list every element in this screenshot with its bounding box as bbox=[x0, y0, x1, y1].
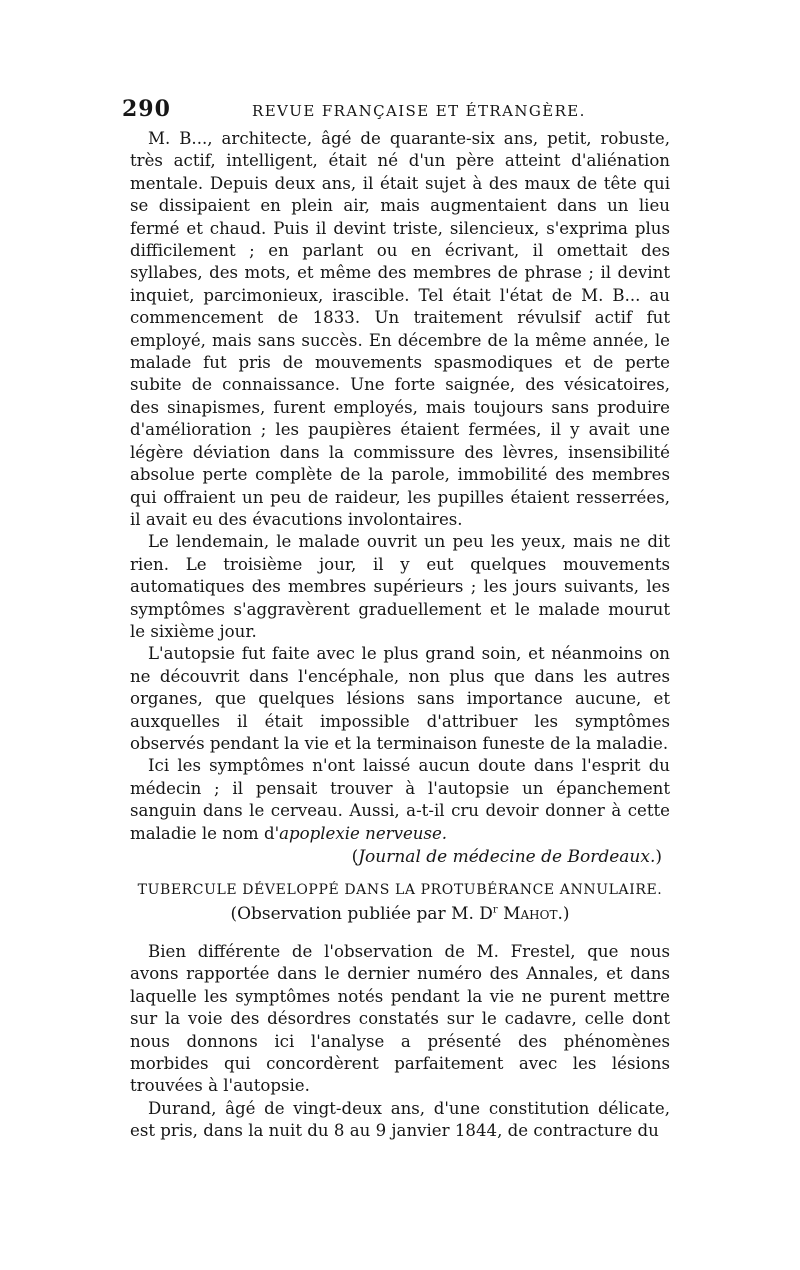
case1-paragraph-3: L'autopsie fut faite avec le plus grand soin, et néanmoins on ne découvrit dans l'encéphale, non plus que dans les autres organes, que quelques lésions sans importance aucune, et auxquelles il était impossible d'attribuer les symptômes observés pendant la vie et la terminaison funeste de la maladie. bbox=[130, 644, 670, 753]
case2-paragraph-2: Durand, âgé de vingt-deux ans, d'une constitution délicate, est pris, dans la nuit du 8 au 9 janvier 1844, de contracture du bbox=[130, 1098, 670, 1141]
case1-paragraph-2: Le lendemain, le malade ouvrit un peu les yeux, mais ne dit rien. Le troisième jour, il y eut quelques mouvements automatiques des membres supérieurs ; les jours suivants, les symptômes s'aggravèrent graduellement et le malade mourut le sixième jour. bbox=[130, 532, 670, 641]
page-number: 290 bbox=[122, 96, 171, 122]
running-head bbox=[122, 96, 670, 126]
case1-paragraph-4 bbox=[130, 755, 670, 845]
subtitle-suffix: .) bbox=[557, 904, 570, 924]
case2-paragraph-1: Bien différente de l'observation de M. Frestel, que nous avons rapportée dans le dernier numéro des Annales, et dans laquelle les symptômes notés pendant la vie ne purent mettre sur la voie des désordres constatés sur le cadavre, celle dont nous donnons ici l'analyse a présenté des phénomènes morbides qui concordèrent parfaitement avec les lésions trouvées à l'autopsie. bbox=[130, 942, 670, 1096]
case1-diagnosis-term: apoplexie nerveuse. bbox=[279, 823, 448, 843]
source-citation bbox=[130, 845, 670, 869]
source-journal: Journal de médecine de Bordeaux. bbox=[358, 847, 656, 867]
case1-paragraph-4-text: Ici les symptômes n'ont laissé aucun doute dans l'esprit du médecin ; il pensait trouver à l'autopsie un épanchement sanguin dans le cerveau. Aussi, a-t-il cru devoir donner à cette maladie le nom d' bbox=[130, 756, 670, 843]
section-subtitle bbox=[130, 901, 670, 927]
section-title: TUBERCULE DÉVELOPPÉ DANS LA PROTUBÉRANCE ANNULAIRE. bbox=[137, 882, 663, 898]
book-page bbox=[122, 96, 670, 1143]
subtitle-author: Mahot bbox=[503, 904, 558, 924]
case1-paragraph-1: M. B..., architecte, âgé de quarante-six ans, petit, robuste, très actif, intelligent, était né d'un père atteint d'aliénation mentale. Depuis deux ans, il était sujet à des maux de tête qui se dissipaient en plein air, mais augmentaient dans un lieu fermé et chaud. Puis il devint triste, silencieux, s'exprima plus difficilement ; en parlant ou en écrivant, il omettait des syllabes, des mots, et même des membres de phrase ; il devint inquiet, parcimonieux, irascible. Tel était l'état de M. B... au commencement de 1833. Un traitement révulsif actif fut employé, mais sans succès. En décembre de la même année, le malade fut pris de mouvements spasmodiques et de perte subite de connaissance. Une forte saignée, des vésicatoires, des sinapismes, furent employés, mais toujours sans produire d'amélioration ; les paupières étaient fermées, il y avait une légère déviation dans la commissure des lèvres, insensibilité absolue perte complète de la parole, immobilité des membres qui offraient un peu de raideur, les pupilles étaient resserrées, il avait eu des évacutions involontaires. bbox=[130, 129, 670, 529]
running-title: REVUE FRANÇAISE ET ÉTRANGÈRE. bbox=[252, 102, 586, 120]
subtitle-prefix: (Observation publiée par M. D bbox=[230, 904, 493, 924]
source-paren-open: ( bbox=[351, 847, 359, 867]
article-body bbox=[130, 128, 670, 1143]
subtitle-sup: r bbox=[492, 904, 498, 916]
source-paren-close: ) bbox=[655, 847, 662, 867]
